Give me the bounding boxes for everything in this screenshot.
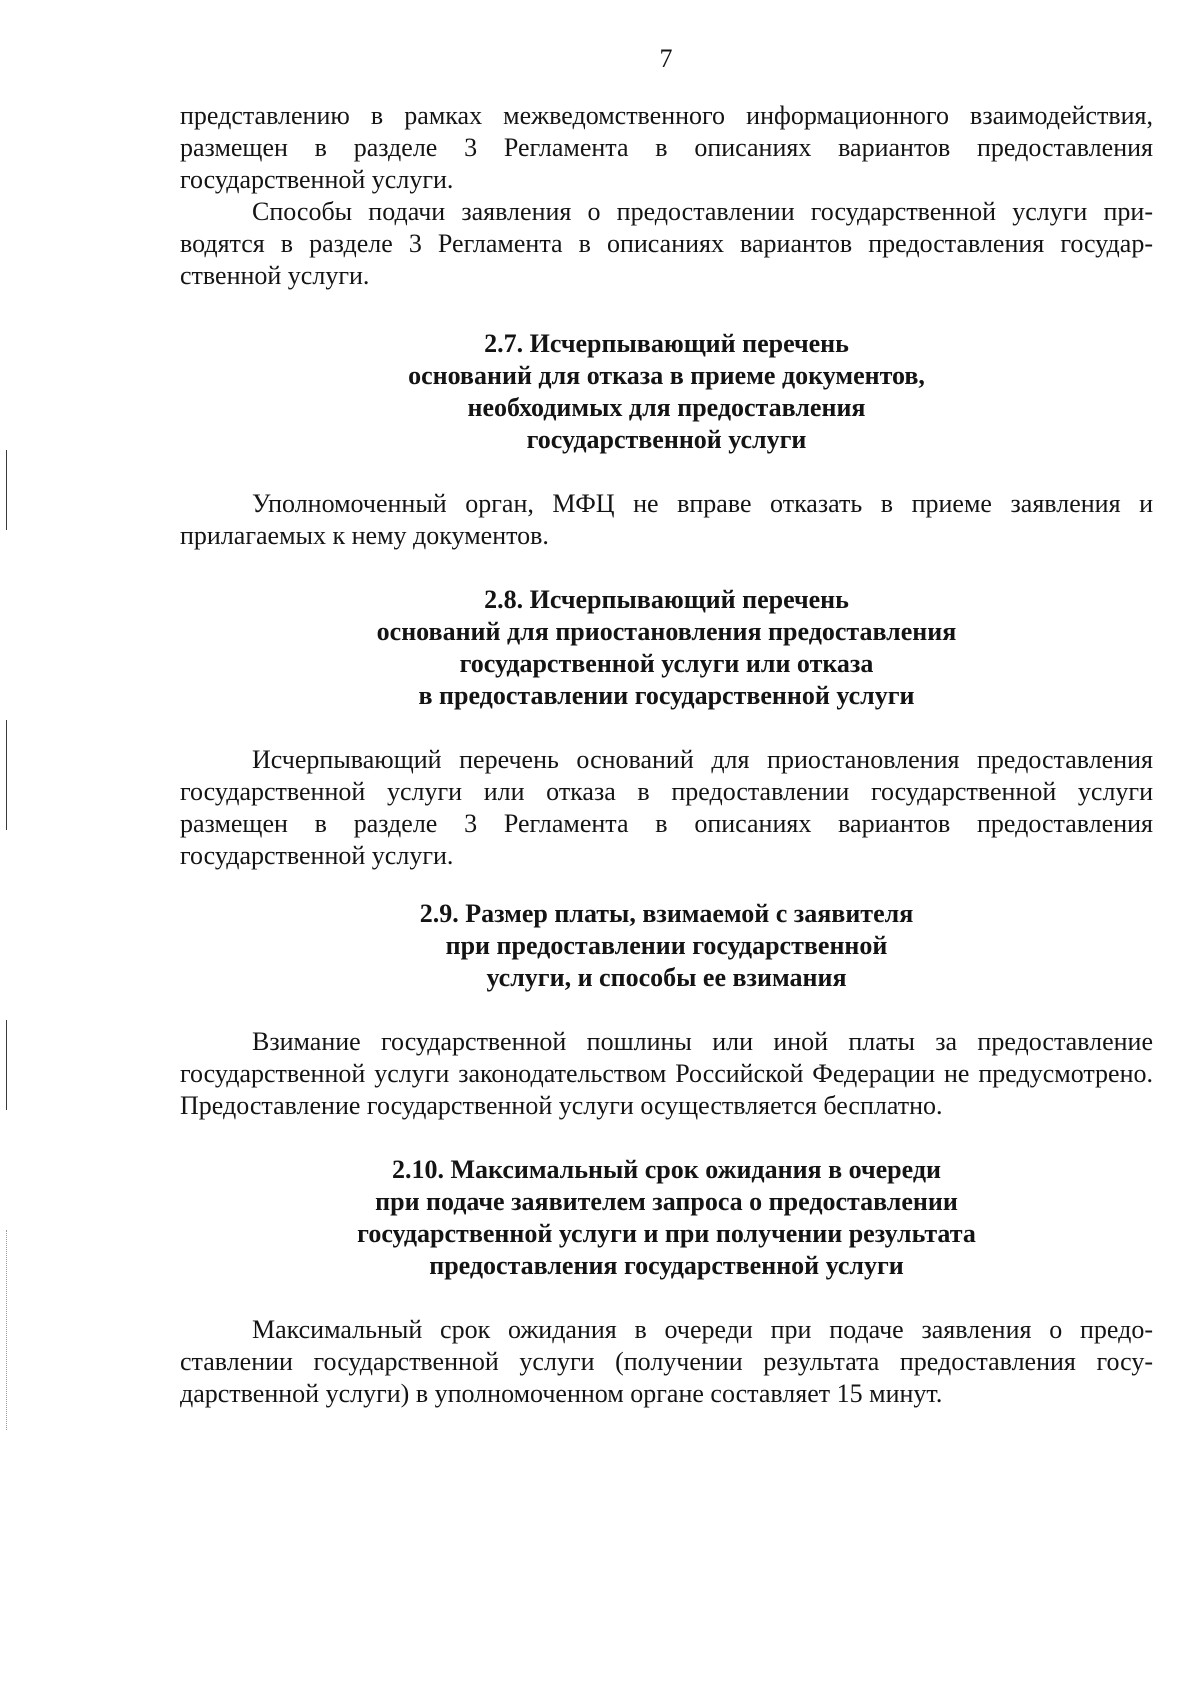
scan-edge-dots — [6, 1230, 8, 1430]
scan-edge-mark — [6, 450, 7, 530]
scan-edge-mark — [6, 1020, 7, 1110]
heading-line: при предоставлении государственной — [445, 931, 888, 960]
section-heading-2-10 — [180, 1154, 1153, 1282]
heading-line: оснований для отказа в приеме документов, — [408, 361, 925, 390]
section-heading-2-9 — [180, 898, 1153, 994]
heading-line: 2.9. Размер платы, взимаемой с заявителя — [419, 899, 914, 928]
paragraph: Исчерпывающий перечень оснований для приостановления предоставления государственной услуги или отказа в предоставлении государственной услуги размещен в разделе 3 Регламента в описаниях вариантов предоставления государственной услуги. — [180, 745, 1153, 870]
page-number: 7 — [659, 44, 673, 73]
heading-line: при подаче заявителем запроса о предоставлении — [375, 1187, 958, 1216]
heading-line: предоставления государственной услуги — [429, 1251, 904, 1280]
heading-line: государственной услуги или отказа — [459, 649, 874, 678]
heading-line: 2.10. Максимальный срок ожидания в очереди — [392, 1155, 941, 1184]
heading-line: оснований для приостановления предоставления — [376, 617, 957, 646]
paragraph: Максимальный срок ожидания в очереди при подаче заявления о предоставлении государственной услуги (получении результата предоставления государственной услуги) в уполномоченном органе составляет 15 минут. — [180, 1315, 1153, 1408]
document-body — [180, 100, 1153, 1410]
paragraph: представлению в рамках межведомственного информационного взаимодействия, размещен в разделе 3 Регламента в описаниях вариантов предоставления государственной услуги. — [180, 101, 1153, 194]
heading-line: необходимых для предоставления — [467, 393, 866, 422]
paragraph: Взимание государственной пошлины или иной платы за предоставление государственной услуги законодательством Российской Федерации не предусмотрено. Предоставление государственной услуги осуществляется бесплатно. — [180, 1027, 1153, 1120]
heading-line: 2.8. Исчерпывающий перечень — [484, 585, 849, 614]
heading-line: 2.7. Исчерпывающий перечень — [484, 329, 849, 358]
section-heading-2-7 — [180, 328, 1153, 456]
paragraph: Уполномоченный орган, МФЦ не вправе отказать в приеме заявления и прилагаемых к нему документов. — [180, 489, 1153, 550]
scan-edge-mark — [6, 720, 7, 830]
paragraph: Способы подачи заявления о предоставлении государственной услуги приводятся в разделе 3 Регламента в описаниях вариантов предоставления государственной услуги. — [180, 197, 1153, 290]
heading-line: в предоставлении государственной услуги — [418, 681, 915, 710]
heading-line: услуги, и способы ее взимания — [486, 963, 847, 992]
heading-line: государственной услуги — [526, 425, 807, 454]
heading-line: государственной услуги и при получении результата — [357, 1219, 976, 1248]
section-heading-2-8 — [180, 584, 1153, 712]
